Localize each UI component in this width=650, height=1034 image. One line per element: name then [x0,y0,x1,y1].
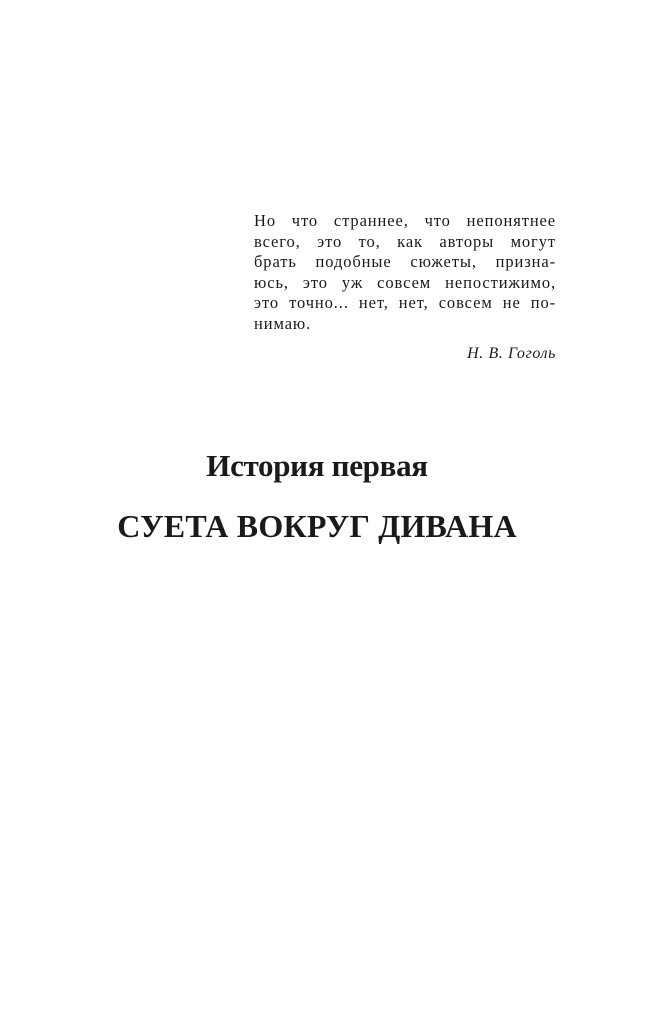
epigraph-line: брать подобные сюжеты, призна- [254,252,556,272]
story-number-heading: История первая [206,448,428,483]
epigraph-line: Но что страннее, что непонятнее [254,211,556,230]
epigraph [254,211,556,363]
epigraph-author: Н. В. Гоголь [467,344,556,362]
epigraph-line: всего, это то, как авторы могут [254,231,556,251]
epigraph-line: это точно... нет, нет, совсем не по- [254,293,556,313]
epigraph-line: нимаю. [254,313,312,333]
epigraph-line: юсь, это уж совсем непостижимо, [254,272,556,292]
story-title-heading: СУЕТА ВОКРУГ ДИВАНА [117,508,517,544]
